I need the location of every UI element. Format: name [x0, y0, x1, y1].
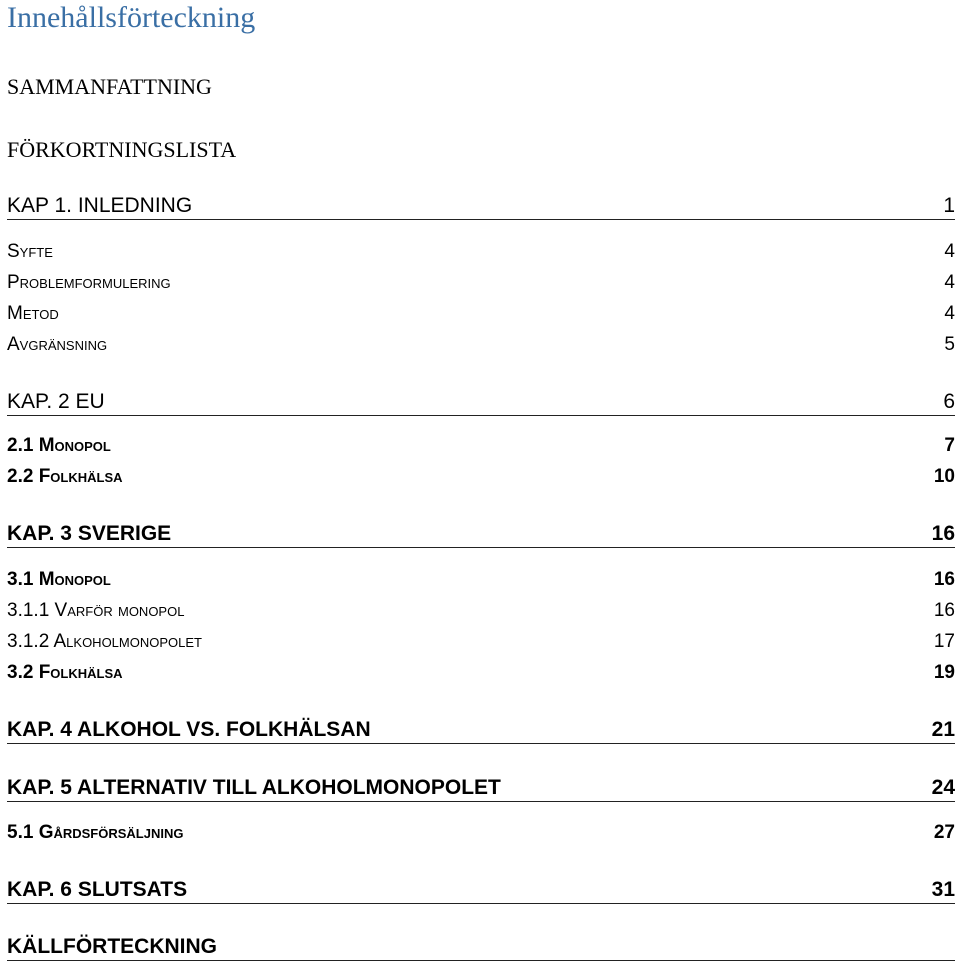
toc-chapter-2[interactable] — [7, 390, 955, 416]
toc-entry-2-1[interactable] — [7, 434, 955, 458]
toc-entry-label: KAP. 6 SLUTSATS — [7, 878, 188, 901]
toc-entry-syfte[interactable] — [7, 240, 955, 264]
toc-entry-page: 17 — [933, 631, 955, 652]
toc-chapter-1[interactable] — [7, 194, 955, 220]
toc-entry-label: 2.2 Folkhälsa — [7, 466, 123, 487]
toc-entry-page: 19 — [933, 662, 955, 683]
page-title: Innehållsförteckning — [7, 1, 256, 34]
toc-entry-label: KAP. 2 EU — [7, 390, 105, 413]
toc-entry-label: Metod — [7, 303, 59, 324]
toc-entry-page: 5 — [944, 334, 955, 355]
toc-entry-label: Syfte — [7, 241, 53, 262]
toc-entry-3-1[interactable] — [7, 568, 955, 592]
table-of-contents — [7, 0, 955, 964]
toc-entry-label: 3.1.2 Alkoholmonopolet — [7, 631, 202, 652]
toc-entry-metod[interactable] — [7, 302, 955, 326]
toc-entry-page: 16 — [931, 522, 955, 545]
toc-entry-label: 3.1.1 Varför monopol — [7, 600, 185, 621]
toc-entry-page: 31 — [931, 878, 955, 901]
toc-entry-page: 27 — [933, 822, 955, 843]
toc-entry-label: Avgränsning — [7, 334, 108, 355]
toc-entry-label: 3.1 Monopol — [7, 569, 111, 590]
toc-entry-label: KAP. 3 SVERIGE — [7, 522, 172, 545]
toc-entry-label: KÄLLFÖRTECKNING — [7, 935, 217, 958]
toc-references[interactable] — [7, 935, 955, 961]
toc-entry-page: 4 — [944, 272, 955, 293]
toc-chapter-6[interactable] — [7, 878, 955, 904]
toc-entry-page: 4 — [944, 303, 955, 324]
toc-entry-page: 16 — [933, 569, 955, 590]
toc-entry-label: KAP. 5 ALTERNATIV TILL ALKOHOLMONOPOLET — [7, 776, 501, 799]
front-matter-summary: SAMMANFATTNING — [7, 74, 212, 99]
toc-entry-page: 4 — [944, 241, 955, 262]
toc-entry-problemformulering[interactable] — [7, 271, 955, 295]
toc-entry-page: 6 — [943, 390, 955, 413]
toc-entry-label: KAP. 4 ALKOHOL VS. FOLKHÄLSAN — [7, 718, 371, 741]
front-matter-abbreviations: FÖRKORTNINGSLISTA — [7, 137, 237, 162]
toc-entry-5-1[interactable] — [7, 821, 955, 845]
toc-entry-label: KAP 1. INLEDNING — [7, 194, 193, 217]
toc-entry-avgransning[interactable] — [7, 333, 955, 357]
toc-entry-3-1-2[interactable] — [7, 630, 955, 654]
toc-entry-label: 3.2 Folkhälsa — [7, 662, 123, 683]
toc-chapter-3[interactable] — [7, 522, 955, 548]
toc-entry-3-2[interactable] — [7, 661, 955, 685]
toc-entry-3-1-1[interactable] — [7, 599, 955, 623]
toc-entry-label: Problemformulering — [7, 272, 171, 293]
toc-entry-page: 21 — [931, 718, 955, 741]
toc-entry-page: 1 — [943, 194, 955, 217]
toc-entry-page: 24 — [931, 776, 955, 799]
toc-entry-label: 5.1 Gårdsförsäljning — [7, 822, 184, 843]
toc-entry-page: 7 — [944, 435, 955, 456]
toc-chapter-5[interactable] — [7, 776, 955, 802]
toc-entry-label: 2.1 Monopol — [7, 435, 111, 456]
toc-entry-page: 16 — [933, 600, 955, 621]
toc-entry-page: 10 — [933, 466, 955, 487]
toc-entry-2-2[interactable] — [7, 465, 955, 489]
toc-chapter-4[interactable] — [7, 718, 955, 744]
